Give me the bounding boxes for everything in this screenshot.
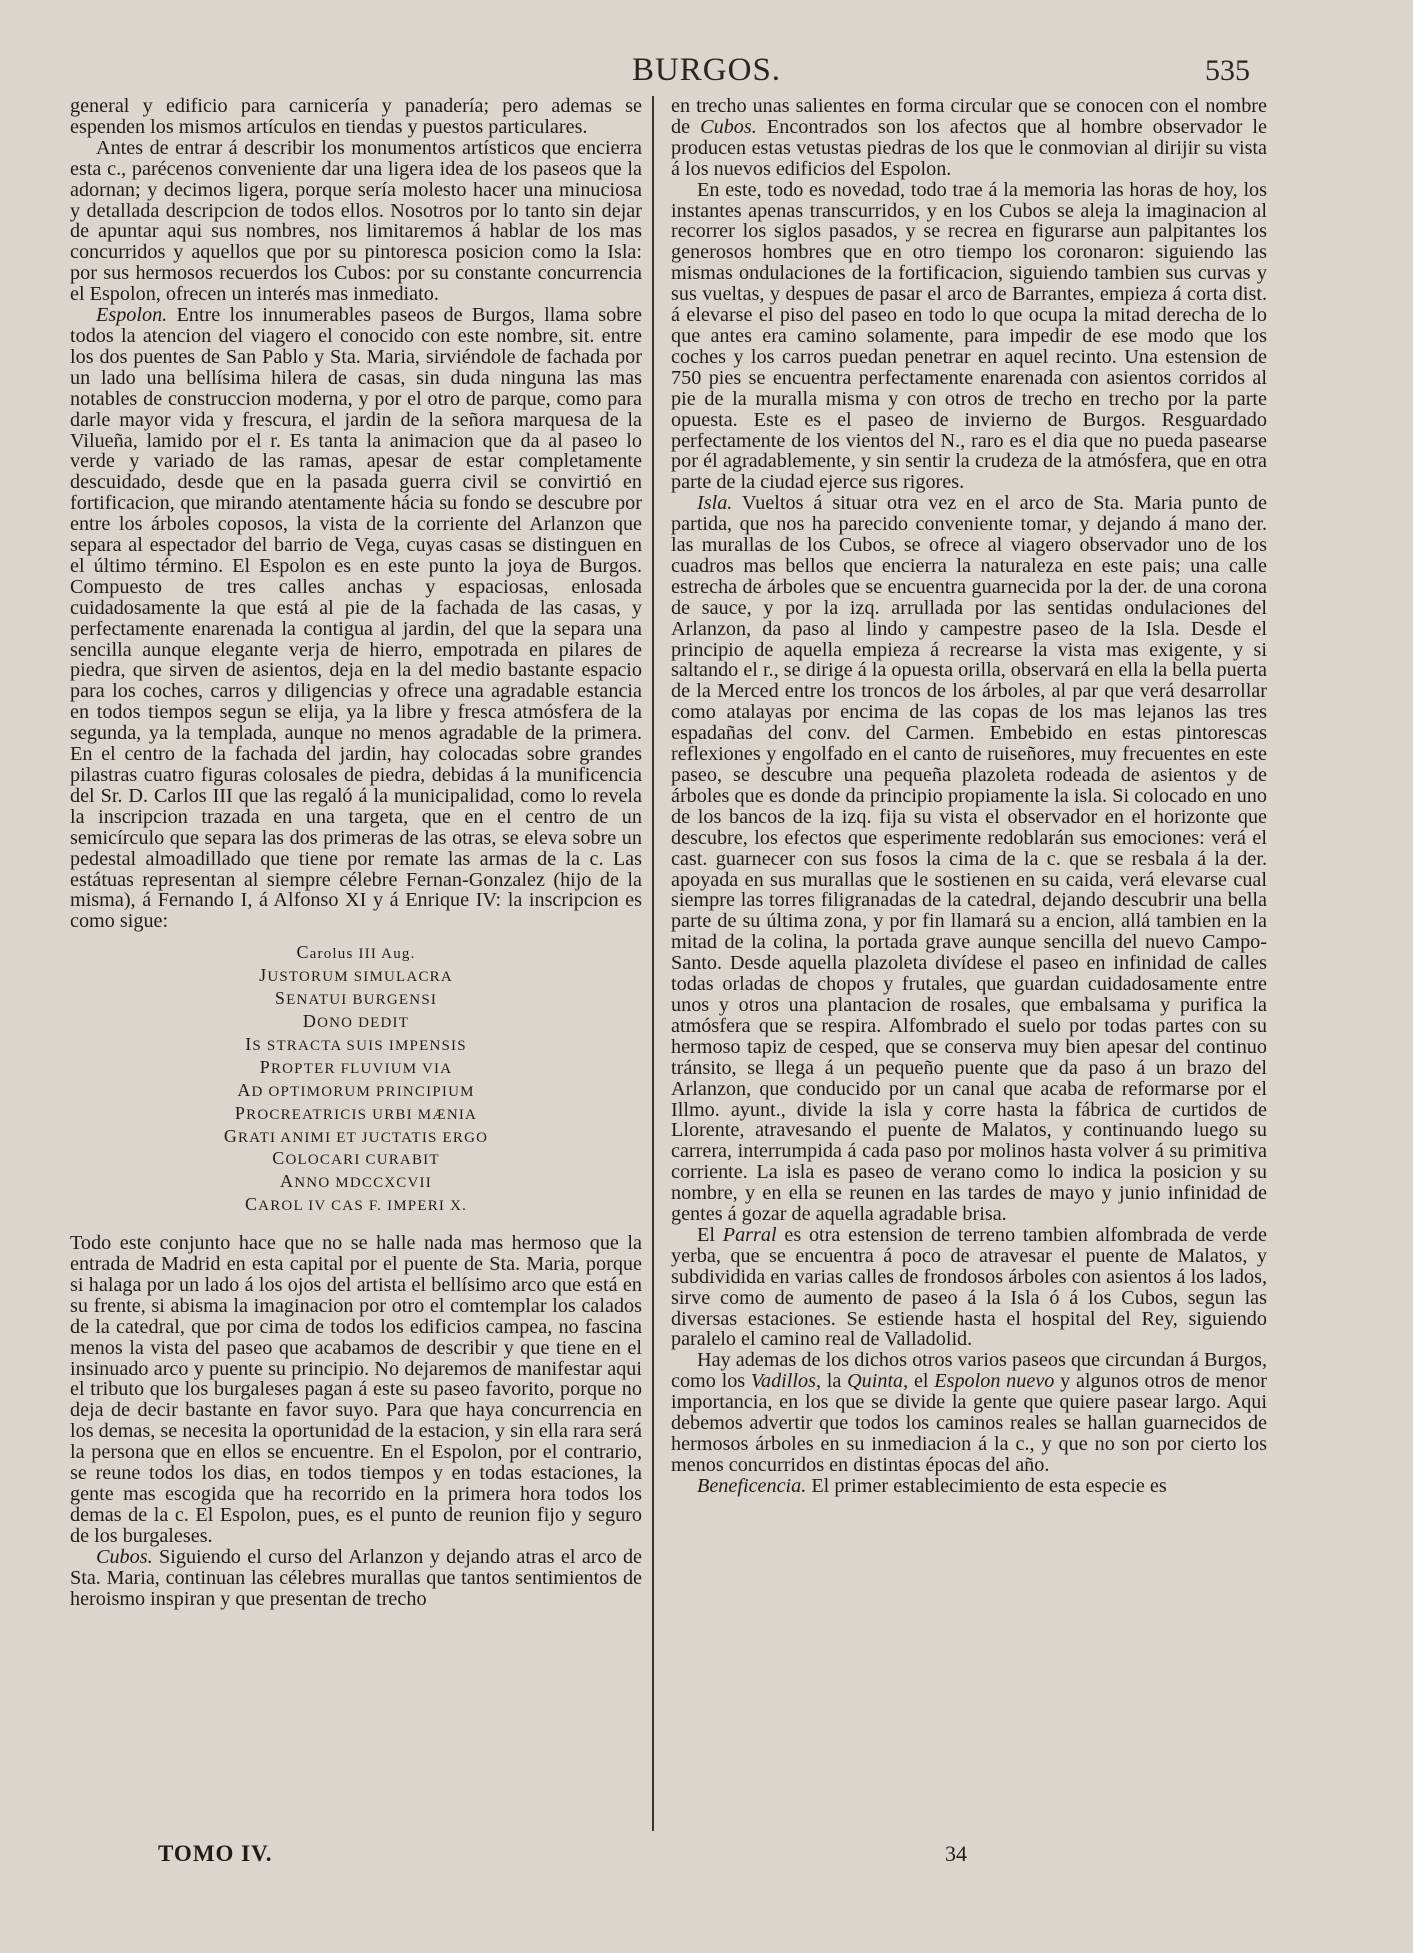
inscription-line: JUSTORUM SIMULACRA bbox=[259, 965, 453, 986]
inscription-line: ANNO MDCCXCVII bbox=[280, 1171, 432, 1192]
italic-term: Quinta bbox=[847, 1370, 904, 1393]
signature-mark: 34 bbox=[945, 1841, 967, 1866]
inscription-line: IS STRACTA SUIS IMPENSIS bbox=[245, 1033, 467, 1054]
text-run: Hay ademas de los dichos otros varios paseos que circundan á Burgos, como los bbox=[671, 1349, 1267, 1393]
italic-term: Beneficencia. bbox=[697, 1474, 807, 1497]
left-column bbox=[70, 96, 642, 1841]
italic-term: Parral bbox=[722, 1223, 777, 1246]
inscription-line: CAROL IV CAS F. IMPERI X. bbox=[244, 1194, 468, 1215]
text-run: El primer establecimiento de esta especie es bbox=[806, 1474, 1167, 1497]
page-number: 535 bbox=[1205, 54, 1250, 87]
inscription-line: PROPTER FLUVIUM VIA bbox=[259, 1056, 453, 1077]
column-rule bbox=[652, 96, 654, 1831]
inscription-line: COLOCARI CURABIT bbox=[272, 1148, 440, 1169]
page-title: BURGOS. bbox=[631, 52, 782, 88]
text-run: El bbox=[697, 1223, 723, 1246]
inscription-line: PROCREATRICIS URBI MÆNIA bbox=[234, 1102, 478, 1123]
inscription-line: AD OPTIMORUM PRINCIPIUM bbox=[237, 1079, 475, 1100]
italic-term: Espolon nuevo bbox=[934, 1370, 1055, 1393]
page-footer bbox=[0, 1841, 1413, 1875]
paragraph bbox=[671, 96, 1267, 180]
italic-term: Isla. bbox=[697, 492, 733, 515]
right-column bbox=[671, 96, 1267, 1841]
paragraph-espolon: Espolon. Entre los innumerables paseos de Burgos, llama sobre todos la atencion del viagero el conocido con este nombre, sit. entre los dos puentes de San Pablo y Sta. Maria, sirviéndole de fachada por un lado una bellísima hilera de casas, sin duda ninguna las mas notables de construccion moderna, y por el otro de parque, como para darle mayor vida y frescura, el jardin de la señora marquesa de la Vilueña, lamido por el r. Es tanta la animacion que da al paseo lo verde y variado de las ramas, apesar de estar completamente descuidado, desde que en la pasada guerra civil se convirtió en fortificacion, que mirando atentamente hácia su fondo se descubre por entre los árboles coposos, la vista de la corriente del Arlanzon que separa al espectador del barrio de Vega, cuyas casas se distinguen en el último término. El Espolon es en este punto la joya de Burgos. Compuesto de tres calles anchas y espaciosas, enlosada cuidadosamente la que está al pie de la fachada de las casas, y perfectamente enarenada la contigua al jardin, del que la separa una sencilla aunque elegante verja de hierro, empotrada en pilares de piedra, que sirven de asientos, deja en la del medio bastante espacio para los coches, carros y diligencias y ofrece una agradable estancia en todos tiempos segun se elija, ya la libre y fresca atmósfera de la segunda, ya la templada, aunque no menos agradable de la primera. En el centro de la fachada del jardin, hay colocadas sobre grandes pilastras cuatro figuras colosales de piedra, debidas á la munificencia del Sr. D. Carlos III que las regaló á la municipalidad, como lo revela la inscripcion trazada en una targeta, que en el centro de un semicírculo que separa las dos primeras de las otras, se eleva sobre un pedestal almoadillado que tiene por remate las armas de la c. Las estátuas representan al siempre célebre Fernan-Gonzalez (hijo de la misma), á Fernando I, á Alfonso XI y á Enrique IV: la inscripcion es como sigue: bbox=[70, 304, 642, 933]
text-run: En este, todo es novedad, todo trae á la memoria las horas de hoy, los instantes apenas transcurridos, y en los Cubos se aleja la imaginacion al recorrer los siglos pasados, y se recrea en figurarse aun palpitantes los generosos hombres que en otro tiempo los coronaron: siguiendo las mismas ondulaciones de la fortificacion, siguiendo tambien sus curvas y sus vueltas, y despues de pasar el arco de Barrantes, empieza á corta dist. á elevarse el piso del paseo en todo lo que ocupa la mitad derecha de lo que antes era camino solamente, para impedir de ese modo que los coches y los carros puedan penetrar en aquel recinto. Una estension de 750 pies se encuentra perfectamente enarenada con asientos corridos al pie de la muralla misma y con otros de trecho en trecho por la parte opuesta. Este es el paseo de invierno de Burgos. Resguardado perfectamente de los vientos del N., raro es el dia que no pueda pasearse por él agradablemente, y sin sentir la crudeza de la atmósfera, que en otra parte de la ciudad ejerce sus rigores. bbox=[671, 178, 1267, 494]
paragraph: Antes de entrar á describir los monumentos artísticos que encierra esta c., parécenos conveniente dar una ligera idea de los paseos que la adornan; y decimos ligera, porque sería molesto hacer una minuciosa y detallada descripcion de todos ellos. Nosotros por lo tanto sin dejar de apuntar aqui sus nombres, nos limitaremos á hablar de los mas concurridos y aquellos que por su pintoresca posicion como la Isla: por sus hermosos recuerdos los Cubos: por su constante concurrencia el Espolon, ofrecen un interés mas inmediato. bbox=[70, 136, 642, 306]
inscription-line: DONO DEDIT bbox=[302, 1010, 410, 1031]
text-run: , el bbox=[903, 1370, 935, 1393]
paragraph: Todo este conjunto hace que no se halle nada mas hermoso que la entrada de Madrid en esta capital por el puente de Sta. Maria, porque si halaga por un lado á los ojos del artista el bellísimo arco que está en su frente, si abisma la imaginacion por otro el comtemplar los calados de la catedral, que por cima de todos los edificios campea, no fascina menos la vista del paseo que acabamos de describir y que tiene en el insinuado arco y puente su principio. No dejaremos de manifestar aqui el tributo que los burgaleses pagan á este su paseo favorito, porque no deja de decir bastante en favor suyo. Para que haya concurrencia en los demas, se necesita la oportunidad de la estacion, y sin ella rara será la persona que en ellos se encuentre. En el Espolon, por el contrario, se reune todos los dias, en todos tiempos y en todas estaciones, la gente mas escogida que ha recorrido en la primera hora todos los demas de la c. El Espolon, pues, es el punto de reunion fijo y seguro de los burgaleses. bbox=[70, 1232, 642, 1547]
italic-term: Vadillos bbox=[750, 1370, 816, 1393]
paragraph bbox=[671, 1225, 1267, 1350]
paragraph bbox=[671, 1476, 1267, 1497]
volume-label: TOMO IV. bbox=[158, 1841, 273, 1866]
text-run: es otra estension de terreno tambien alfombrada de verde yerba, que se encuentra á poco de atravesar el puente de Malatos, y subdividida en varias calles de frondosos árboles con asientos á los lados, sirve como de aumento de paseo á la Isla ó á los Cubos, segun las diversas estaciones. Se estiende hasta el hospital del Rey, siguiendo paralelo el camino real de Valladolid. bbox=[671, 1223, 1267, 1351]
paragraph: general y edificio para carnicería y panadería; pero ademas se espenden los mismos artículos en tiendas y puestos particulares. bbox=[70, 96, 642, 138]
running-head bbox=[0, 52, 1413, 92]
text-run: y algunos otros de menor importancia, en los que se divide la gente que quiere pasear largo. Aqui debemos advertir que todos los caminos reales se hallan guarnecidos de hermosos árboles en su inmediacion á la c., y que no son por cierto los menos concurridos en distintas épocas del año. bbox=[671, 1370, 1267, 1476]
inscription-line: Carolus III Aug. bbox=[296, 942, 416, 963]
italic-term: Cubos. bbox=[700, 115, 757, 138]
paragraph-cubos: Cubos. Siguiendo el curso del Arlanzon y dejando atras el arco de Sta. Maria, continuan las célebres murallas que tantos sentimientos de heroismo inspiran y que presentan de trecho bbox=[70, 1545, 642, 1610]
paragraph bbox=[671, 180, 1267, 494]
paragraph bbox=[671, 1350, 1267, 1475]
text-run: en trecho unas salientes en forma circular que se conocen con el nombre de bbox=[671, 96, 1267, 138]
paragraph bbox=[671, 493, 1267, 1225]
inscription-line: SENATUI BURGENSI bbox=[274, 988, 438, 1009]
text-run: Vueltos á situar otra vez en el arco de Sta. Maria punto de partida, que nos ha parecido conveniente tomar, y dejando á mano der. las murallas de los Cubos, se ofrece al viagero observador uno de los cuadros mas bellos que encierra la naturaleza en este pais; una calle estrecha de árboles que se encuentra guarnecida por la der. de una corona de sauce, y por la izq. arrullada por las sentidas ondulaciones del Arlanzon, da paso al lindo y campestre paseo de la Isla. Desde el principio de aquella empieza á recrearse la vista mas exigente, y si saltando el r., se dirige á la opuesta orilla, observará en ella la bella puerta de la Merced entre los troncos de los árboles, al par que verá desarrollar como atalayas por encima de las copas de los mas lejanos las tres espadañas del conv. del Carmen. Embebido en estas pintorescas reflexiones y engolfado en el canto de ruiseñores, muy frecuentes en este paseo, se descubre una pequeña plazoleta rodeada de asientos y de árboles que es donde da principio propiamente la isla. Si colocado en uno de los bancos de la izq. fija su vista el observador en el horizonte que descubre, los efectos que esperimente redoblarán sus emociones: verá el cast. guarnecer con sus fosos la cima de la c. que se resbala á la der. apoyada en sus murallas que le sostienen en su caida, verá elevarse cual siempre las torres filigranadas de la catedral, dejando descubrir una bella parte de su última zona, y por fin llamará su a encion, allá tambien en la mitad de la colina, la portada grave aunque sencilla del nuevo Campo-Santo. Desde aquella plazoleta divídese el paseo en infinidad de calles todas orladas de chopos y frutales, que guardan cuidadosamente entre unos y otros una plantacion de rosales, que embalsama y purifica la atmósfera que se respira. Alfombrado el suelo por todas partes con su hermoso tapiz de cesped, que se conserva muy bien apesar del continuo tránsito, se llega á un pequeño puente que da paso á un brazo del Arlanzon, que conducido por un canal que acaba de reformarse por el Illmo. ayunt., divide la isla y corre hasta la fábrica de curtidos de Llorente, atravesando el puente de Malatos, y continuando luego su carrera, interrumpida á cada paso por molinos hasta volver á su primitiva corriente. La isla es paseo de verano como lo indica la posicion y su nombre, y en ella se reunen en las tardes de mayo y junio infinidad de gentes á gozar de aquella agradable brisa. bbox=[671, 492, 1267, 1226]
inscription-line: GRATI ANIMI ET JUCTATIS ERGO bbox=[223, 1125, 489, 1146]
section-lead: Cubos. bbox=[96, 1545, 153, 1568]
latin-inscription bbox=[70, 942, 642, 1217]
text-run: Encontrados son los afectos que al hombre observador le producen estas vetustas piedras de los que le conmovian al dirijir su vista á los nuevos edificios del Espolon. bbox=[671, 115, 1267, 180]
text-run: , la bbox=[815, 1370, 848, 1393]
section-lead: Espolon. bbox=[96, 304, 168, 327]
